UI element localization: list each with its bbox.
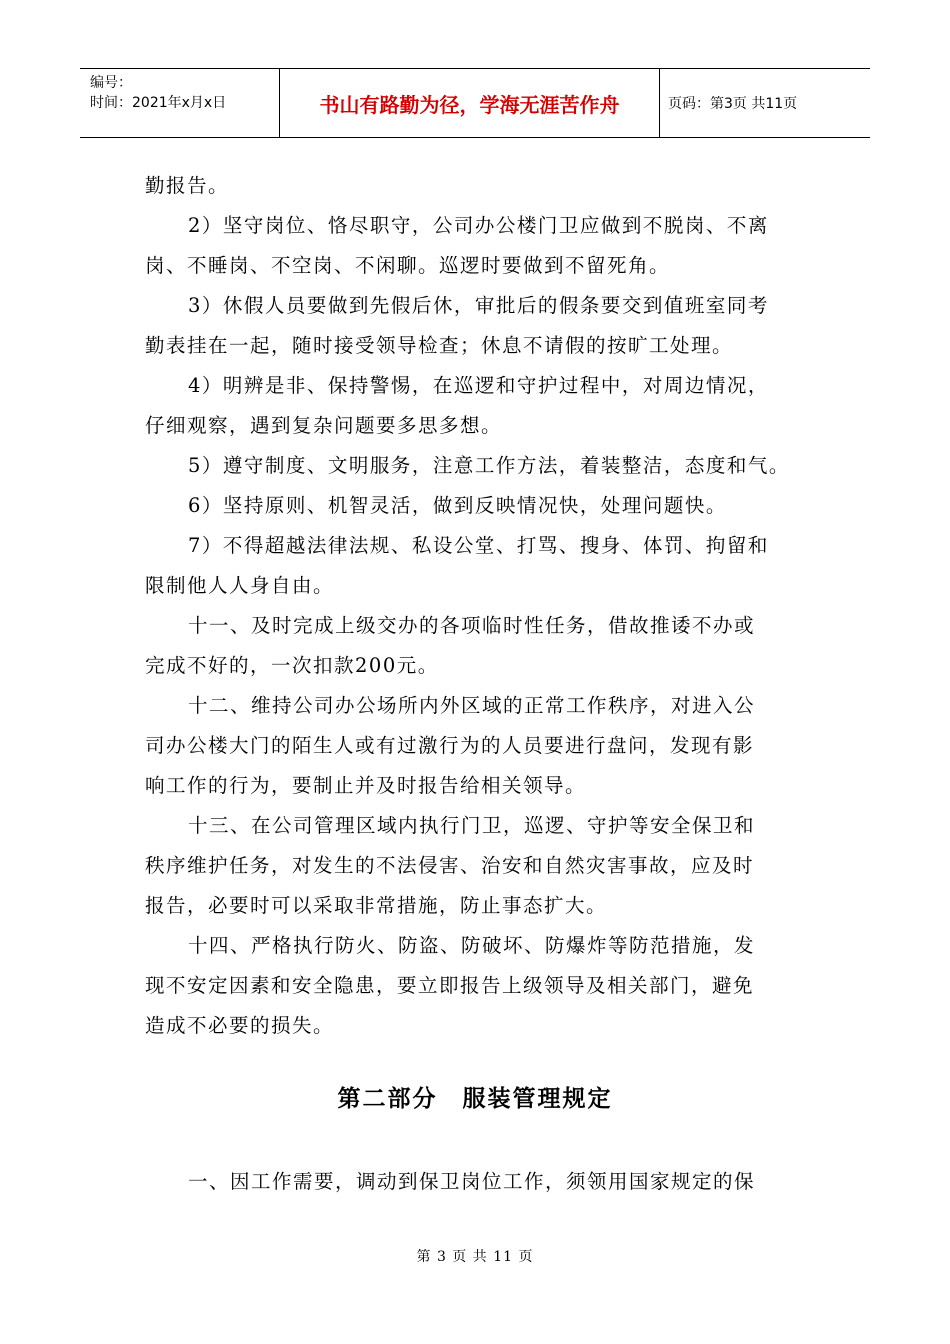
paragraph-line: 报告，必要时可以采取非常措施，防止事态扩大。 — [145, 894, 608, 917]
paragraph-line: 7）不得超越法律法规、私设公堂、打骂、搜身、体罚、拘留和 — [188, 534, 769, 557]
paragraph-line: 现不安定因素和安全隐患，要立即报告上级领导及相关部门，避免 — [145, 974, 755, 997]
paragraph-line: 完成不好的，一次扣款200元。 — [145, 654, 439, 677]
paragraph-line: 秩序维护任务，对发生的不法侵害、治安和自然灾害事故，应及时 — [145, 854, 755, 877]
section-body — [145, 1162, 807, 1202]
paragraph-line: 十一、及时完成上级交办的各项临时性任务，借故推诿不办或 — [188, 614, 756, 637]
serial-number-label: 编号： — [90, 75, 132, 91]
paragraph-line: 一、因工作需要，调动到保卫岗位工作，须领用国家规定的保 — [188, 1170, 756, 1193]
paragraph-line: 勤表挂在一起，随时接受领导检查；休息不请假的按旷工处理。 — [145, 334, 734, 357]
paragraph-line: 5）遵守制度、文明服务，注意工作方法，着装整洁，态度和气。 — [188, 454, 790, 477]
section-heading: 第二部分 服装管理规定 — [337, 1085, 613, 1112]
header-motto: 书山有路勤为径，学海无涯苦作舟 — [280, 69, 660, 137]
paragraph-line: 十二、维持公司办公场所内外区域的正常工作秩序，对进入公 — [188, 694, 756, 717]
header-page-info: 页码：第3页 共11页 — [668, 96, 798, 112]
paragraph-line: 响工作的行为，要制止并及时报告给相关领导。 — [145, 774, 587, 797]
paragraph-line: 勤报告。 — [145, 174, 230, 197]
page-header — [80, 68, 870, 138]
page-footer: 第 3 页 共 11 页 — [416, 1249, 534, 1265]
header-meta — [80, 69, 280, 137]
paragraph-line: 3）休假人员要做到先假后休，审批后的假条要交到值班室同考 — [188, 294, 769, 317]
paragraph-line: 2）坚守岗位、恪尽职守，公司办公楼门卫应做到不脱岗、不离 — [188, 214, 769, 237]
paragraph-line: 限制他人人身自由。 — [145, 574, 335, 597]
body-text — [145, 166, 807, 1046]
paragraph-line: 6）坚持原则、机智灵活，做到反映情况快，处理问题快。 — [188, 494, 727, 517]
paragraph-line: 仔细观察，遇到复杂问题要多思多想。 — [145, 414, 503, 437]
paragraph-line: 司办公楼大门的陌生人或有过激行为的人员要进行盘问，发现有影 — [145, 734, 755, 757]
paragraph-line: 造成不必要的损失。 — [145, 1014, 335, 1037]
paragraph-line: 岗、不睡岗、不空岗、不闲聊。巡逻时要做到不留死角。 — [145, 254, 671, 277]
paragraph-line: 十三、在公司管理区域内执行门卫，巡逻、守护等安全保卫和 — [188, 814, 756, 837]
paragraph-line: 4）明辨是非、保持警惕，在巡逻和守护过程中，对周边情况， — [188, 374, 769, 397]
paragraph-line: 十四、严格执行防火、防盗、防破坏、防爆炸等防范措施，发 — [188, 934, 756, 957]
date-label: 时间：2021年x月x日 — [90, 95, 227, 111]
